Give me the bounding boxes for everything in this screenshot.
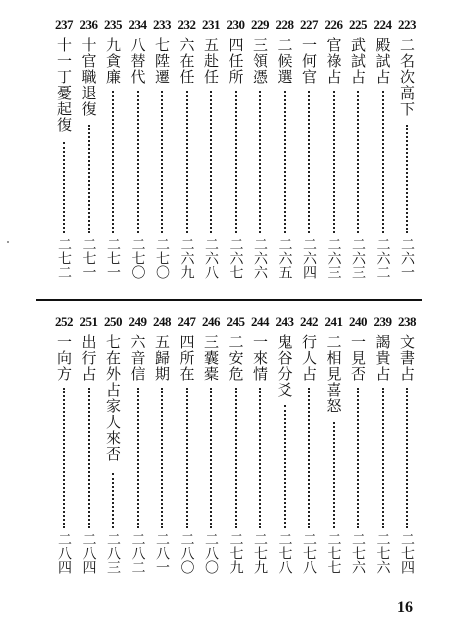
entry-page: 二七九 (227, 532, 244, 574)
leader-dots (88, 125, 90, 233)
leader-dots (259, 388, 261, 528)
entry-page: 二七一 (105, 237, 121, 279)
leader-dots (406, 388, 408, 528)
entry-number: 229 (251, 17, 269, 32)
entry-page: 二七八 (276, 532, 293, 574)
leader-dots (137, 91, 139, 233)
entry-title: 一見否 (349, 334, 367, 382)
entry-number: 237 (55, 17, 73, 32)
entry-title: 二名次高下 (398, 37, 416, 117)
entry-page: 二八四 (80, 532, 97, 574)
leader-dots (112, 91, 114, 233)
entry-title: 官祿占 (324, 37, 343, 85)
entry-number: 244 (251, 314, 269, 329)
entry-title: 二候選 (275, 37, 294, 85)
leader-dots (210, 388, 212, 528)
leader-dots (161, 91, 163, 233)
entry-number: 226 (324, 17, 343, 32)
entry-page: 二七〇 (129, 237, 146, 279)
entry-number: 246 (202, 314, 220, 329)
entry-page: 二六八 (203, 237, 219, 279)
leader-dots (161, 388, 163, 528)
entry-title: 七在外占家人來否 (104, 334, 122, 462)
leader-dots (210, 91, 212, 233)
entry-number: 239 (373, 314, 392, 329)
entry-title: 五赴任 (202, 37, 220, 85)
leader-dots (88, 388, 90, 528)
entry-number: 251 (79, 314, 98, 329)
entry-page: 二七二 (56, 237, 72, 279)
entry-title: 七陞遷 (153, 37, 171, 85)
leader-dots (235, 388, 237, 528)
leader-dots (259, 91, 261, 233)
leader-dots (357, 91, 359, 233)
leader-dots (333, 422, 335, 528)
entry-page: 二七九 (252, 532, 268, 574)
entry-number: 236 (79, 17, 98, 32)
entry-number: 249 (128, 314, 147, 329)
entry-number: 240 (349, 314, 367, 329)
entry-title: 文書占 (398, 334, 416, 382)
entry-title: 五歸期 (153, 334, 171, 382)
leader-dots (406, 125, 408, 233)
entry-page: 二六五 (276, 237, 293, 279)
entry-title: 二相見喜怒 (324, 334, 343, 414)
entry-page: 二七八 (301, 532, 317, 574)
entry-title: 一向方 (55, 334, 73, 382)
entry-title: 一來情 (251, 334, 269, 382)
entry-page: 二八四 (56, 532, 72, 574)
entry-title: 九貪廉 (104, 37, 122, 85)
entry-page: 二六六 (252, 237, 268, 279)
leader-dots (186, 388, 188, 528)
leader-dots (308, 91, 310, 233)
entry-page: 二八三 (105, 532, 121, 574)
entry-number: 225 (349, 17, 367, 32)
entry-page: 二六二 (374, 237, 391, 279)
entry-page: 二六四 (301, 237, 317, 279)
entry-title: 六在任 (177, 37, 196, 85)
entry-title: 武試占 (349, 37, 367, 85)
entry-number: 227 (300, 17, 318, 32)
entry-page: 二七四 (399, 532, 415, 574)
scan-speck (7, 241, 9, 243)
leader-dots (186, 91, 188, 233)
entry-page: 二八〇 (178, 532, 195, 574)
leader-dots (357, 388, 359, 528)
entry-title: 鬼谷分爻 (275, 334, 294, 398)
entry-number: 233 (153, 17, 171, 32)
entry-number: 252 (55, 314, 73, 329)
entry-title: 四所在 (177, 334, 196, 382)
entry-title: 行人占 (300, 334, 318, 382)
entry-number: 248 (153, 314, 171, 329)
entry-number: 238 (398, 314, 416, 329)
entry-page: 二六九 (178, 237, 195, 279)
leader-dots (137, 388, 139, 528)
entry-page: 二六三 (350, 237, 366, 279)
entry-page: 二八〇 (203, 532, 219, 574)
entry-title: 十一丁憂起復 (55, 37, 73, 133)
entry-number: 224 (373, 17, 392, 32)
entry-title: 一何官 (300, 37, 318, 85)
entry-page: 二八二 (129, 532, 146, 574)
leader-dots (63, 388, 65, 528)
entry-number: 231 (202, 17, 220, 32)
entry-number: 232 (177, 17, 196, 32)
entry-title: 出行占 (79, 334, 98, 382)
entry-page: 二六一 (399, 237, 415, 279)
entry-page: 二七〇 (154, 237, 170, 279)
entry-title: 六音信 (128, 334, 147, 382)
entry-page: 二六三 (325, 237, 342, 279)
entry-title: 四任所 (226, 37, 245, 85)
entry-title: 謁貴占 (373, 334, 392, 382)
entry-number: 230 (226, 17, 245, 32)
leader-dots (63, 142, 65, 233)
leader-dots (333, 91, 335, 233)
page-number: 16 (397, 599, 413, 616)
entry-title: 十官職退復 (79, 37, 98, 117)
entry-number: 234 (128, 17, 147, 32)
entry-page: 二七七 (325, 532, 342, 574)
section-divider (36, 299, 422, 301)
entry-number: 241 (324, 314, 343, 329)
entry-page: 二七一 (80, 237, 97, 279)
leader-dots (308, 388, 310, 528)
entry-number: 228 (275, 17, 294, 32)
leader-dots (284, 91, 286, 233)
entry-number: 223 (398, 17, 416, 32)
entry-number: 242 (300, 314, 318, 329)
leader-dots (112, 473, 114, 528)
entry-title: 殿試占 (373, 37, 392, 85)
entry-page: 二六七 (227, 237, 244, 279)
leader-dots (284, 405, 286, 528)
entry-title: 八替代 (128, 37, 147, 85)
entry-title: 三領憑 (251, 37, 269, 85)
leader-dots (382, 388, 384, 528)
entry-title: 二安危 (226, 334, 245, 382)
entry-page: 二七六 (374, 532, 391, 574)
leader-dots (382, 91, 384, 233)
entry-page: 二七六 (350, 532, 366, 574)
entry-title: 三囊橐 (202, 334, 220, 382)
entry-number: 235 (104, 17, 122, 32)
entry-number: 247 (177, 314, 196, 329)
entry-number: 245 (226, 314, 245, 329)
entry-page: 二八一 (154, 532, 170, 574)
entry-number: 250 (104, 314, 122, 329)
entry-number: 243 (275, 314, 294, 329)
leader-dots (235, 91, 237, 233)
